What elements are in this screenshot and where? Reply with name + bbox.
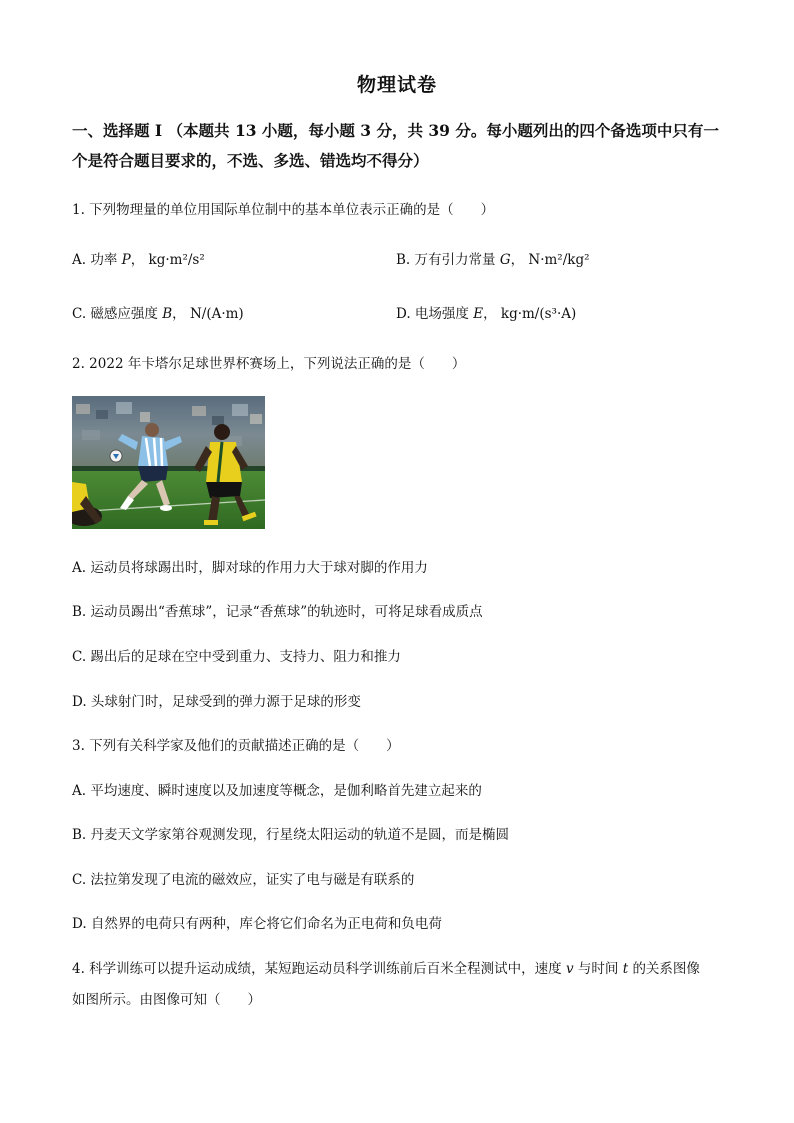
page-title: 物理试卷 bbox=[356, 74, 437, 96]
question-4-stem-part-2: 与时间 bbox=[577, 961, 619, 977]
question-3-option-b: B. 丹麦天文学家第谷观测发现，行星绕太阳运动的轨道不是圆，而是椭圆 bbox=[72, 827, 510, 843]
question-1-option-a: A. 功率 P， kg·m²/s² bbox=[72, 252, 205, 268]
question-1-stem: 1. 下列物理量的单位用国际单位制中的基本单位表示正确的是（ ） bbox=[72, 202, 495, 218]
question-3-option-c: C. 法拉第发现了电流的磁效应，证实了电与磁是有联系的 bbox=[72, 872, 415, 888]
question-4-var-v: v bbox=[565, 961, 574, 977]
section-header: 一、选择题 I （本题共 13 小题，每小题 3 分，共 39 分。每小题列出的四个备选项中只有一个是符合题目要求的，不选、多选、错选均不得分） bbox=[72, 121, 719, 170]
question-4-stem-line-1 bbox=[72, 957, 700, 977]
question-4-stem-part-1: 4. 科学训练可以提升运动成绩，某短跑运动员科学训练前后百米全程测试中，速度 bbox=[72, 961, 562, 977]
question-2-stem: 2. 2022 年卡塔尔足球世界杯赛场上，下列说法正确的是（ ） bbox=[72, 356, 466, 372]
option-c-label: C. 磁感应强度 bbox=[72, 306, 158, 322]
football-photo-illustration bbox=[72, 396, 265, 529]
question-3-stem: 3. 下列有关科学家及他们的贡献描述正确的是（ ） bbox=[72, 738, 400, 754]
option-a-var: P bbox=[121, 252, 131, 268]
option-c-unit: N/(A·m) bbox=[189, 306, 244, 322]
question-1-option-b: B. 万有引力常量 G， N·m²/kg² bbox=[396, 252, 590, 268]
question-3-option-d: D. 自然界的电荷只有两种，库仑将它们命名为正电荷和负电荷 bbox=[72, 916, 442, 932]
question-2-option-c: C. 踢出后的足球在空中受到重力、支持力、阻力和推力 bbox=[72, 649, 401, 665]
option-a-label: A. 功率 bbox=[72, 252, 118, 268]
question-4-stem-line-2: 如图所示。由图像可知（ ） bbox=[72, 992, 261, 1008]
option-b-label: B. 万有引力常量 bbox=[396, 252, 496, 268]
football-match-photo bbox=[72, 396, 265, 529]
option-c-var: B bbox=[162, 306, 173, 322]
question-2-option-b: B. 运动员踢出“香蕉球”，记录“香蕉球”的轨迹时，可将足球看成质点 bbox=[72, 604, 483, 620]
option-b-var: G bbox=[499, 252, 511, 268]
question-2-option-d: D. 头球射门时，足球受到的弹力源于足球的形变 bbox=[72, 694, 361, 710]
question-1-option-c: C. 磁感应强度 B， N/(A·m) bbox=[72, 306, 244, 322]
question-4-var-t: t bbox=[622, 961, 629, 977]
question-2-option-a: A. 运动员将球踢出时，脚对球的作用力大于球对脚的作用力 bbox=[72, 560, 428, 576]
question-1-option-d: D. 电场强度 E， kg·m/(s³·A) bbox=[396, 306, 577, 322]
option-d-var: E bbox=[473, 306, 484, 322]
option-a-unit: kg·m²/s² bbox=[148, 252, 205, 268]
option-b-unit: N·m²/kg² bbox=[528, 252, 590, 268]
question-3-option-a: A. 平均速度、瞬时速度以及加速度等概念，是伽利略首先建立起来的 bbox=[72, 783, 482, 799]
option-d-unit: kg·m/(s³·A) bbox=[500, 306, 577, 322]
question-4-stem-part-3: 的关系图像 bbox=[632, 961, 700, 977]
option-d-label: D. 电场强度 bbox=[396, 306, 469, 322]
